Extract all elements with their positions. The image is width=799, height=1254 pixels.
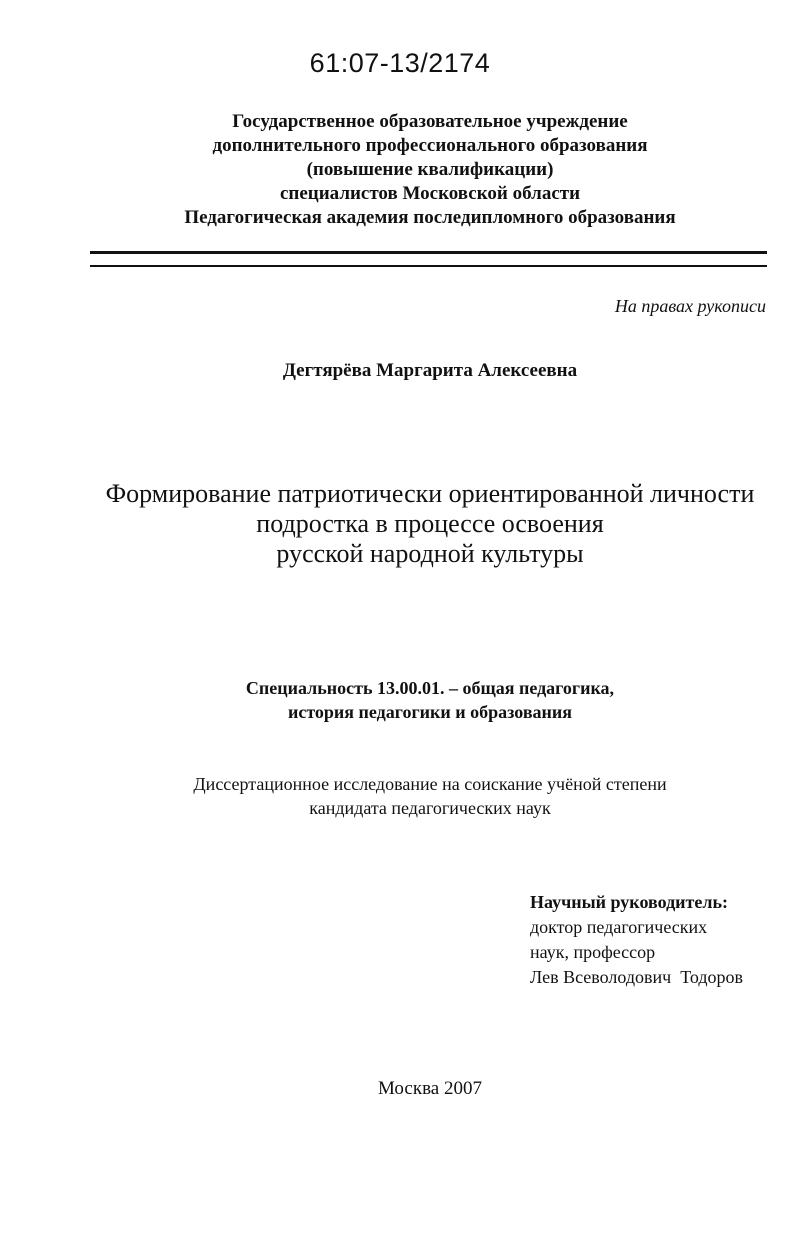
- rights-note: На правах рукописи: [614, 296, 766, 316]
- supervisor-heading: Научный руководитель:: [530, 892, 728, 912]
- supervisor-line: наук, профессор: [530, 942, 656, 962]
- dissertation-line: Диссертационное исследование на соискание учёной степени: [193, 774, 667, 794]
- supervisor-block: [530, 890, 790, 990]
- institution-line: специалистов Московской области: [279, 183, 581, 204]
- author-name: Дегтярёва Маргарита Алексеевна: [282, 360, 578, 381]
- title-line: Формирование патриотически ориентированной личности: [105, 479, 755, 508]
- institution-line: дополнительного профессионального образования: [212, 135, 648, 156]
- place-year: Москва 2007: [378, 1078, 482, 1099]
- divider-thick: [90, 251, 767, 254]
- title-line: русской народной культуры: [276, 539, 584, 568]
- supervisor-line: доктор педагогических: [530, 917, 708, 937]
- registry-code: 61:07-13/2174: [309, 48, 491, 78]
- dissertation-line: кандидата педагогических наук: [309, 798, 551, 818]
- title-line: подростка в процессе освоения: [256, 509, 604, 538]
- speciality-line: история педагогики и образования: [287, 702, 573, 722]
- speciality-block: [170, 676, 690, 724]
- divider-thin: [90, 265, 767, 267]
- institution-line: Государственное образовательное учреждение: [232, 111, 628, 132]
- supervisor-line: Лев Всеволодович Тодоров: [530, 967, 744, 987]
- speciality-line: Специальность 13.00.01. – общая педагогика,: [245, 678, 615, 698]
- thesis-title: [60, 479, 799, 569]
- dissertation-block: [130, 772, 730, 820]
- institution-line: (повышение квалификации): [306, 159, 554, 180]
- institution-line: Педагогическая академия последипломного образования: [184, 207, 676, 228]
- institution-block: [90, 110, 770, 230]
